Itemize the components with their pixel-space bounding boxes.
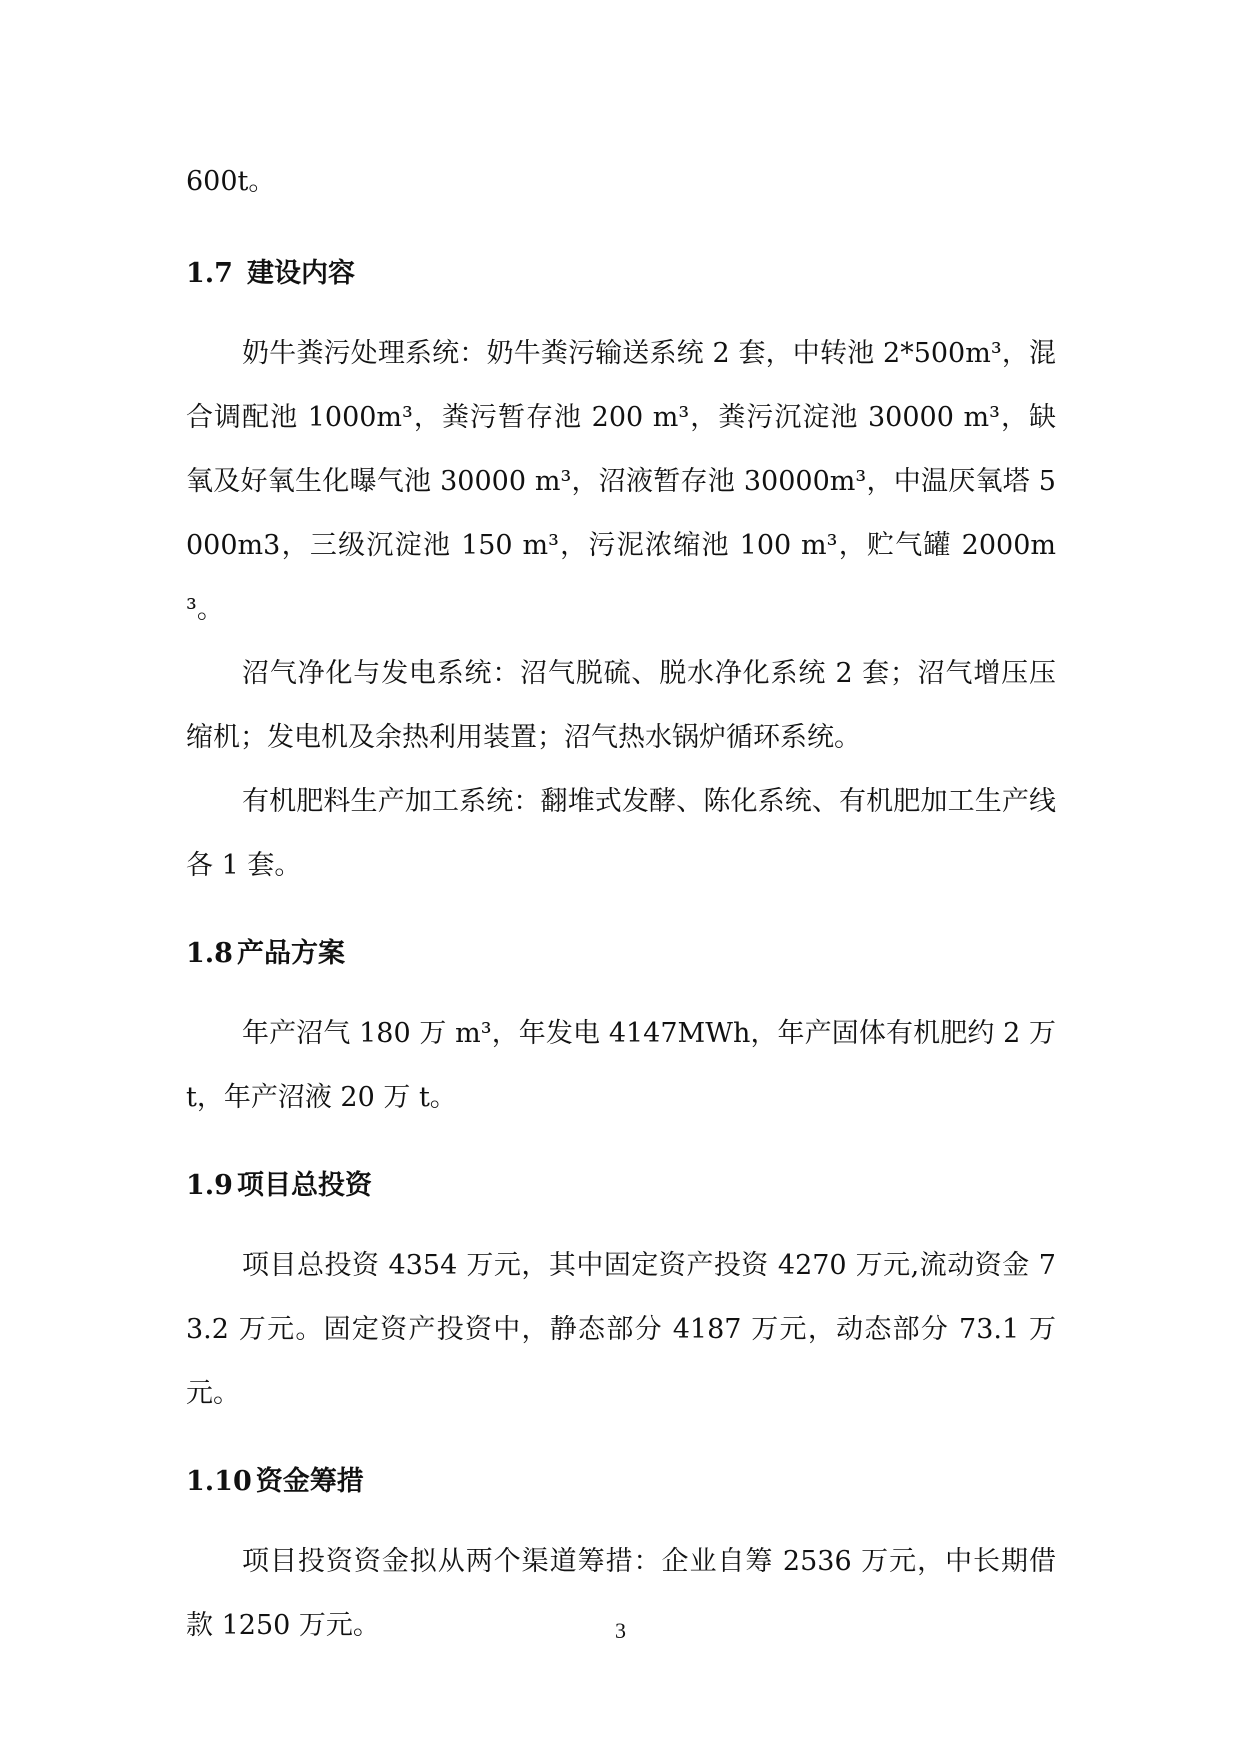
section-number: 1.8	[186, 938, 233, 969]
page-content	[186, 150, 1056, 1658]
section-title: 资金筹措	[255, 1466, 364, 1497]
continuation-text: 600t。	[186, 166, 276, 197]
section-heading-1-9	[186, 1154, 1056, 1218]
section-title: 产品方案	[236, 938, 345, 969]
section-heading-1-10	[186, 1450, 1056, 1514]
section-title: 建设内容	[246, 258, 355, 289]
paragraph: 奶牛粪污处理系统：奶牛粪污输送系统 2 套，中转池 2*500m³，混合调配池 1000m³，粪污暂存池 200 m³，粪污沉淀池 30000 m³，缺氧及好氧生化曝气池 30000 m³，沼液暂存池 30000m³，中温厌氧塔 5000m3，三级沉淀池 150 m³，污泥浓缩池 100 m³，贮气罐 2000m³。	[186, 338, 1056, 625]
paragraph: 有机肥料生产加工系统：翻堆式发酵、陈化系统、有机肥加工生产线各 1 套。	[186, 786, 1056, 881]
paragraph: 项目投资资金拟从两个渠道筹措：企业自筹 2536 万元，中长期借款 1250 万元。	[186, 1546, 1056, 1641]
paragraph: 沼气净化与发电系统：沼气脱硫、脱水净化系统 2 套；沼气增压压缩机；发电机及余热利用装置；沼气热水锅炉循环系统。	[186, 658, 1056, 753]
section-number: 1.9	[186, 1170, 233, 1201]
page-number: 3	[615, 1618, 626, 1643]
section-number: 1.7	[186, 258, 233, 289]
paragraph: 年产沼气 180 万 m³，年发电 4147MWh，年产固体有机肥约 2 万 t，年产沼液 20 万 t。	[186, 1018, 1056, 1113]
paragraph: 项目总投资 4354 万元，其中固定资产投资 4270 万元,流动资金 73.2 万元。固定资产投资中，静态部分 4187 万元，动态部分 73.1 万元。	[186, 1250, 1056, 1409]
section-title: 项目总投资	[236, 1170, 372, 1201]
section-heading-1-7	[186, 242, 1056, 306]
section-heading-1-8	[186, 922, 1056, 986]
section-number: 1.10	[186, 1466, 252, 1497]
